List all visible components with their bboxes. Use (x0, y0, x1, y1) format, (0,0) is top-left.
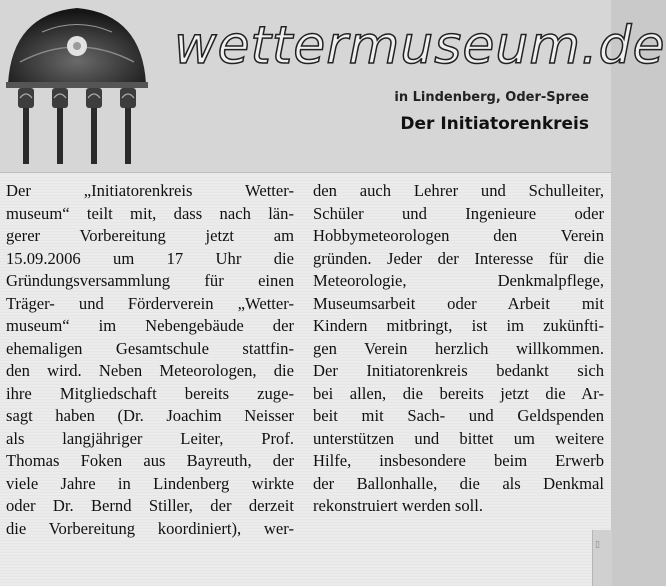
text-line: Meteorologie, Denkmalpflege, (313, 271, 604, 290)
text-line: unterstützen und bittet um weitere (313, 428, 604, 448)
text-line: museum“ im Nebengebäude der (6, 316, 294, 335)
adjacent-clipping (592, 530, 612, 586)
text-line: Träger- und Förderverein „Wetter- (6, 293, 294, 313)
text-line: den auch Lehrer und Schulleiter, (313, 181, 604, 200)
text-line: rekonstruiert werden soll. (313, 496, 484, 515)
text-line: Thomas Foken aus Bayreuth, der (6, 451, 294, 470)
text-line: ehemaligen Gesamtschule stattfin- (6, 338, 294, 358)
text-line: gen Verein herzlich willkommen. (313, 338, 604, 358)
text-line: museum“ teilt mit, dass nach län- (6, 203, 294, 223)
text-line: 15.09.2006 um 17 Uhr die (6, 248, 294, 268)
header-banner (0, 0, 666, 173)
article-column-left (6, 180, 294, 540)
text-line: Der Initiatorenkreis bedankt sich (313, 361, 604, 380)
location-line: in Lindenberg, Oder-Spree (394, 90, 589, 105)
text-line: viele Jahre in Lindenberg wirkte (6, 473, 294, 493)
text-line: Museumsarbeit oder Arbeit mit (313, 293, 604, 313)
text-line: die Vorbereitung koordiniert), wer- (6, 518, 294, 538)
text-line: beit mit Sach- und Geldspenden (313, 406, 604, 425)
text-line: sagt haben (Dr. Joachim Neisser (6, 406, 294, 425)
article-column-right (313, 180, 604, 518)
text-line: bei allen, die bereits jetzt die Ar- (313, 383, 604, 403)
site-title: wettermuseum.de (174, 16, 666, 76)
article-heading: Der Initiatorenkreis (400, 114, 589, 134)
text-line: oder Dr. Bernd Stiller, der derzeit (6, 496, 294, 515)
text-line: gerer Vorbereitung jetzt am (6, 226, 294, 245)
text-line: der Ballonhalle, die als Denkmal (313, 473, 604, 493)
text-line: gründen. Jeder der Interesse für die (313, 248, 604, 268)
text-line: den wird. Neben Meteorologen, die (6, 361, 294, 380)
adjacent-clipping-mark: ▯ (595, 540, 600, 550)
text-line: Hobbymeteorologen den Verein (313, 226, 604, 245)
text-line: Gründungsversammlung für einen (6, 271, 294, 290)
text-line: Der „Initiatorenkreis Wetter- (6, 181, 294, 200)
text-line: Hilfe, insbesondere beim Erwerb (313, 451, 604, 470)
text-line: ihre Mitgliedschaft bereits zuge- (6, 383, 294, 403)
text-line: Kindern mitbringt, ist im zukünfti- (313, 316, 604, 335)
text-line: als langjähriger Leiter, Prof. (6, 428, 294, 448)
pavilion-logo-icon (2, 2, 152, 168)
text-line: Schüler und Ingenieure oder (313, 203, 604, 223)
